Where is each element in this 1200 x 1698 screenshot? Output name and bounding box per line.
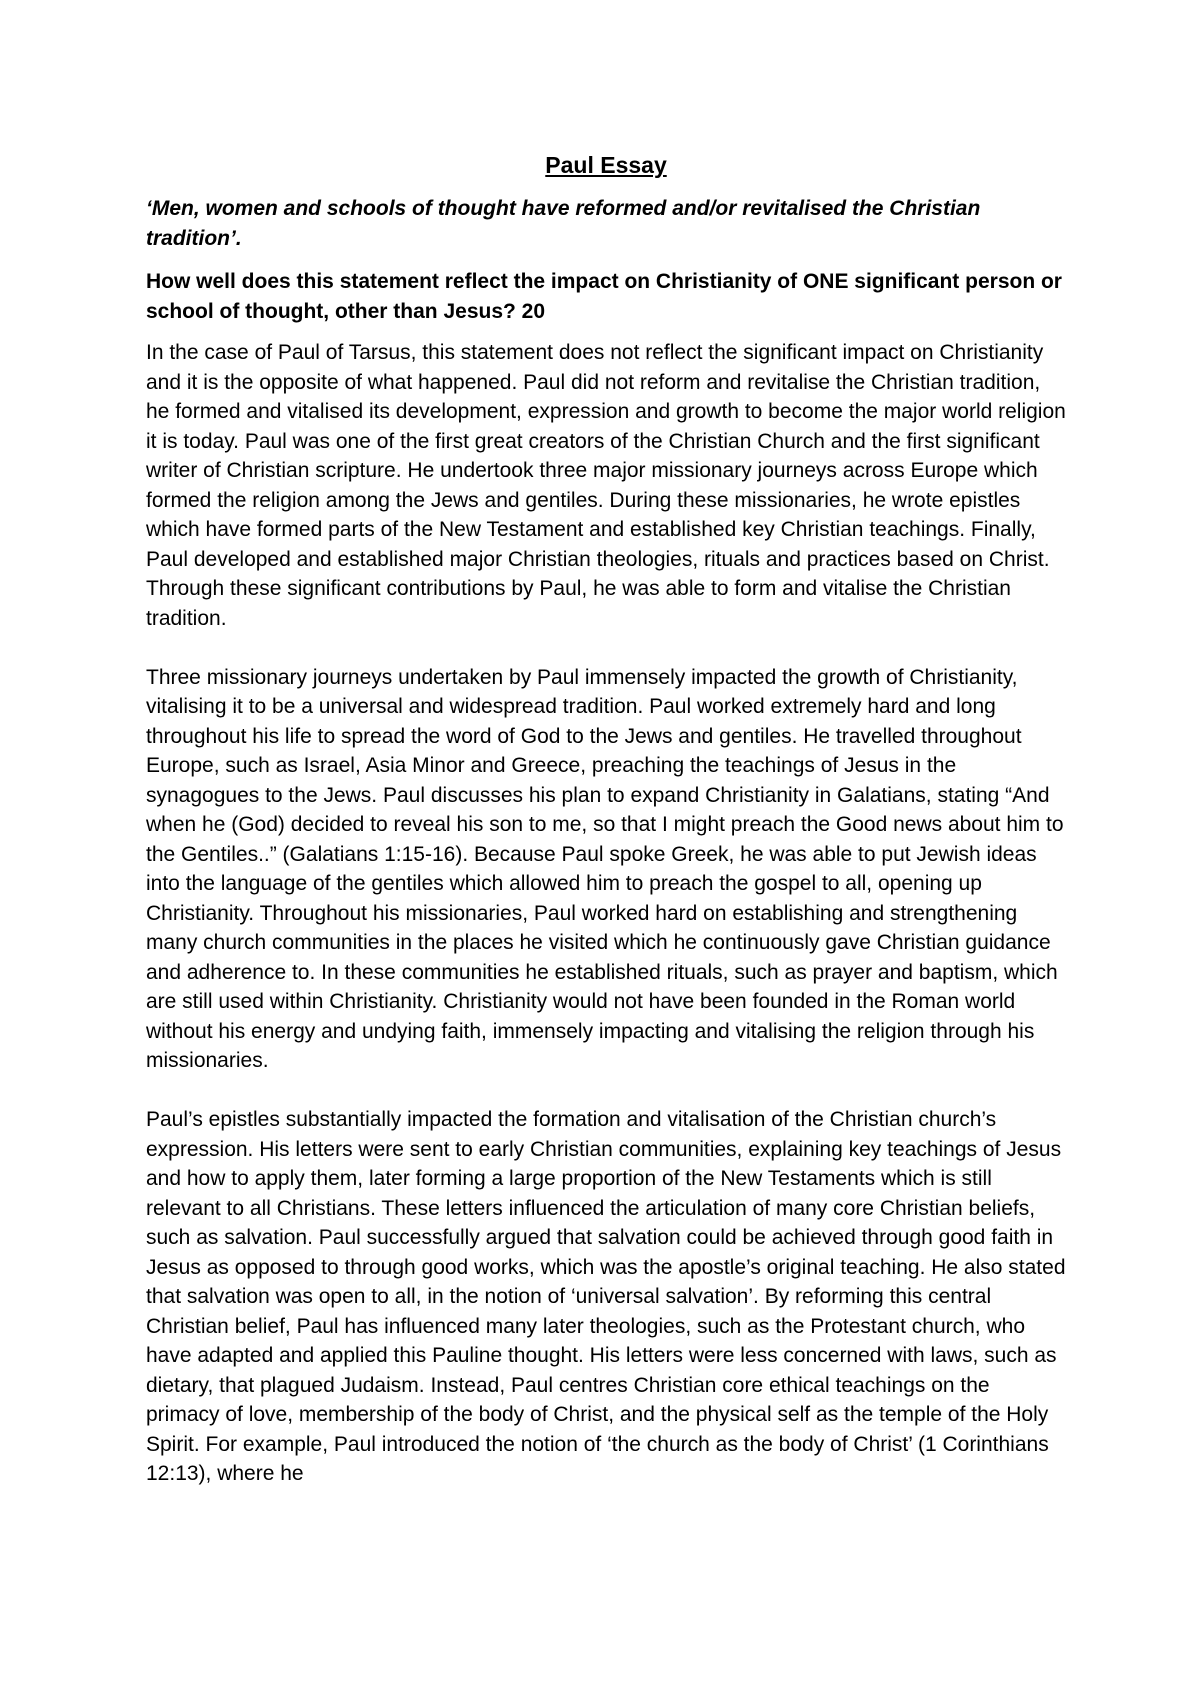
paragraph-introduction: In the case of Paul of Tarsus, this statement does not reflect the significant impact on Christianity and it is the opposite of what happened. Paul did not reform and revitalise the Christian tradition, he formed and vitalised its development, expression and growth to become the major world religion it is today. Paul was one of the first great creators of the Christian Church and the first significant writer of Christian scripture. He undertook three major missionary journeys across Europe which formed the religion among the Jews and gentiles. During these missionaries, he wrote epistles which have formed parts of the New Testament and established key Christian teachings. Finally, Paul developed and established major Christian theologies, rituals and practices based on Christ. Through these significant contributions by Paul, he was able to form and vitalise the Christian tradition. (146, 341, 1066, 630)
paragraph-missionary-journeys: Three missionary journeys undertaken by Paul immensely impacted the growth of Christianity, vitalising it to be a universal and widespread tradition. Paul worked extremely hard and long throughout his life to spread the word of God to the Jews and gentiles. He travelled throughout Europe, such as Israel, Asia Minor and Greece, preaching the teachings of Jesus in the synagogues to the Jews. Paul discusses his plan to expand Christianity in Galatians, stating “And when he (God) decided to reveal his son to me, so that I might preach the Good news about him to the Gentiles..” (Galatians 1:15-16). Because Paul spoke Greek, he was able to put Jewish ideas into the language of the gentiles which allowed him to preach the gospel to all, opening up Christianity. Throughout his missionaries, Paul worked hard on establishing and strengthening many church communities in the places he visited which he continuously gave Christian guidance and adherence to. In these communities he established rituals, such as prayer and baptism, which are still used within Christianity. Christianity would not have been founded in the Roman world without his energy and undying faith, immensely impacting and vitalising the religion through his missionaries. (146, 665, 1064, 1072)
document-body (146, 150, 1066, 1489)
essay-quote: ‘Men, women and schools of thought have reformed and/or revitalised the Christian tradition’. (146, 197, 981, 250)
essay-paragraphs (146, 338, 1066, 1489)
paragraph-epistles: Paul’s epistles substantially impacted the formation and vitalisation of the Christian church’s expression. His letters were sent to early Christian communities, explaining key teachings of Jesus and how to apply them, later forming a large proportion of the New Testaments which is still relevant to all Christians. These letters influenced the articulation of many core Christian beliefs, such as salvation. Paul successfully argued that salvation could be achieved through good faith in Jesus as opposed to through good works, which was the apostle’s original teaching. He also stated that salvation was open to all, in the notion of ‘universal salvation’. By reforming this central Christian belief, Paul has influenced many later theologies, such as the Protestant church, who have adapted and applied this Pauline thought. His letters were less concerned with laws, such as dietary, that plagued Judaism. Instead, Paul centres Christian core ethical teachings on the primacy of love, membership of the body of Christ, and the physical self as the temple of the Holy Spirit. For example, Paul introduced the notion of ‘the church as the body of Christ’ (1 Corinthians 12:13), where he (146, 1108, 1066, 1485)
essay-title: Paul Essay (545, 152, 667, 178)
essay-question: How well does this statement reflect the impact on Christianity of ONE significant person or school of thought, other than Jesus? 20 (146, 270, 1062, 323)
